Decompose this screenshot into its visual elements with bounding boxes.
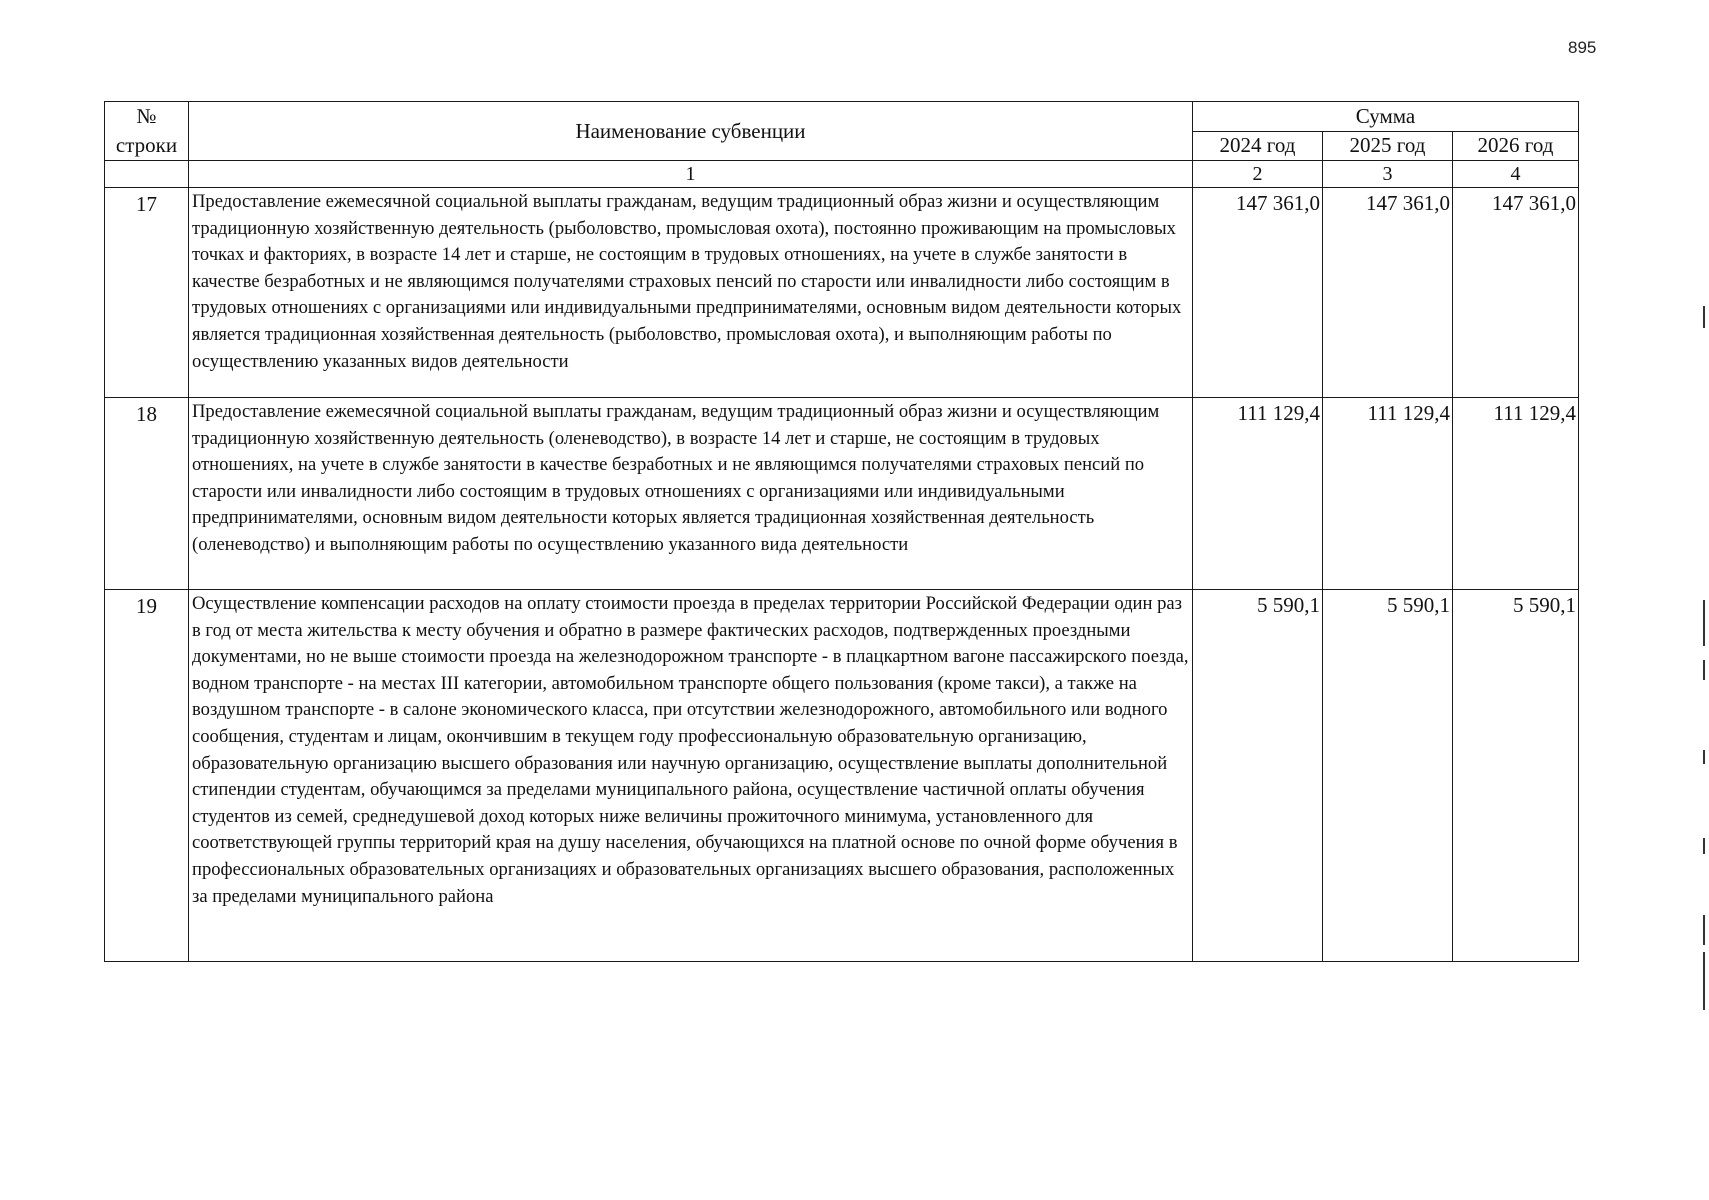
index-cell-2: 2 [1193, 161, 1323, 188]
header-sum: Сумма [1193, 102, 1579, 132]
amount-2026: 5 590,1 [1453, 590, 1579, 962]
subvention-table [104, 101, 1579, 962]
row-number: 19 [105, 590, 189, 962]
amount-2024: 111 129,4 [1193, 398, 1323, 590]
scan-artifact-mark [1703, 915, 1705, 945]
subvention-name: Осуществление компенсации расходов на оплату стоимости проезда в пределах территории Российской Федерации один раз в год от места жительства к месту обучения и обратно в размере фактических расходов, подтвержденных проездными документами, но не выше стоимости проезда на железнодорожном транспорте - в плацкартном вагоне пассажирского поезда, водном транспорте - на местах III категории, автомобильном транспорте общего пользования (кроме такси), а также на воздушном транспорте - в салоне экономического класса, при отсутствии железнодорожного, автомобильного или водного сообщения, студентам и лицам, окончившим в текущем году профессиональную образовательную организацию, образовательную организацию высшего образования или научную организацию, осуществление выплаты дополнительной стипендии студентам, обучающимся за пределами муниципального района, осуществление частичной оплаты обучения студентов из семей, среднедушевой доход которых ниже величины прожиточного минимума, установленного для соответствующей группы территорий края на душу населения, обучающихся на платной основе по очной форме обучения в профессиональных образовательных организациях и образовательных организациях высшего образования, расположенных за пределами муниципального района [189, 590, 1193, 962]
scan-artifact-mark [1703, 600, 1705, 646]
header-row-number-sign: № [136, 104, 157, 128]
header-year-2025: 2025 год [1323, 131, 1453, 161]
index-cell-1: 1 [189, 161, 1193, 188]
subvention-name: Предоставление ежемесячной социальной выплаты гражданам, ведущим традиционный образ жизни и осуществляющим традиционную хозяйственную деятельность (рыболовство, промысловая охота), постоянно проживающим на промысловых точках и факториях, в возрасте 14 лет и старше, не состоящим в трудовых отношениях, на учете в службе занятости в качестве безработных и не являющимся получателями страховых пенсий по старости или инвалидности либо состоящим в трудовых отношениях с организациями или индивидуальными предпринимателями, основным видом деятельности которых является традиционная хозяйственная деятельность (рыболовство, промысловая охота), и выполняющим работы по осуществлению указанных видов деятельности [189, 188, 1193, 398]
index-cell-3: 3 [1323, 161, 1453, 188]
amount-2026: 147 361,0 [1453, 188, 1579, 398]
row-number: 17 [105, 188, 189, 398]
header-year-2024: 2024 год [1193, 131, 1323, 161]
scan-artifact-mark [1703, 838, 1705, 854]
amount-2024: 147 361,0 [1193, 188, 1323, 398]
table-row [105, 188, 1579, 398]
table-row [105, 398, 1579, 590]
scan-artifact-mark [1703, 306, 1705, 328]
amount-2026: 111 129,4 [1453, 398, 1579, 590]
header-row-number [105, 102, 189, 161]
amount-2025: 111 129,4 [1323, 398, 1453, 590]
header-row-number-label: строки [115, 133, 178, 157]
subvention-name: Предоставление ежемесячной социальной выплаты гражданам, ведущим традиционный образ жизни и осуществляющим традиционную хозяйственную деятельность (оленеводство), в возрасте 14 лет и старше, не состоящим в трудовых отношениях, на учете в службе занятости в качестве безработных и не являющимся получателями страховых пенсий по старости или инвалидности либо состоящим в трудовых отношениях с организациями или индивидуальными предпринимателями, основным видом деятельности которых является традиционная хозяйственная деятельность (оленеводство) и выполняющим работы по осуществлению указанного вида деятельности [189, 398, 1193, 590]
header-year-2026: 2026 год [1453, 131, 1579, 161]
scan-artifact-mark [1703, 750, 1705, 764]
scan-artifact-mark [1703, 952, 1705, 1010]
amount-2024: 5 590,1 [1193, 590, 1323, 962]
row-number: 18 [105, 398, 189, 590]
index-cell-4: 4 [1453, 161, 1579, 188]
amount-2025: 147 361,0 [1323, 188, 1453, 398]
scan-artifact-mark [1703, 660, 1705, 680]
index-cell-0 [105, 161, 189, 188]
table-row [105, 590, 1579, 962]
page-number: 895 [1568, 38, 1597, 57]
header-subvention-name: Наименование субвенции [189, 102, 1193, 161]
amount-2025: 5 590,1 [1323, 590, 1453, 962]
